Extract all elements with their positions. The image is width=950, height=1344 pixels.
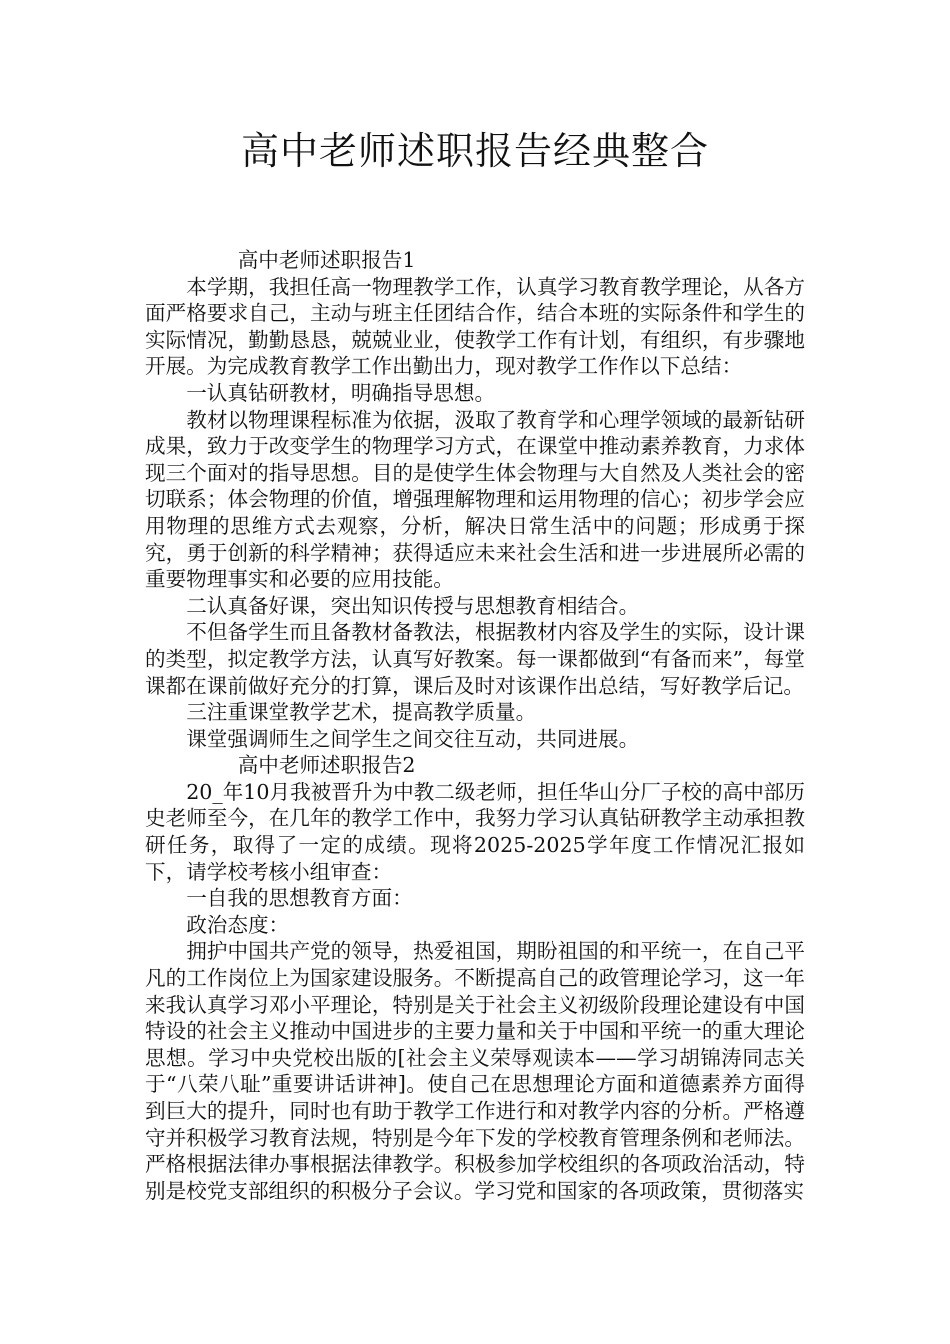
paragraph: 二认真备好课，突出知识传授与思想教育相结合。 xyxy=(186,593,640,618)
paragraph: 20_年10月我被晋升为中教二级老师，担任华山分厂子校的高中部历史老师至今，在几年的教学工作中，我努力学习认真钻研教学主动承担教研任务，取得了一定的成绩。现将2025-2025学年度工作情况汇报如下，请学校考核小组审查： xyxy=(145,779,805,884)
paragraph: 三注重课堂教学艺术，提高教学质量。 xyxy=(186,700,537,725)
paragraph: 一认真钻研教材，明确指导思想。 xyxy=(186,380,496,405)
paragraph: 课堂强调师生之间学生之间交往互动，共同进展。 xyxy=(186,726,640,751)
document-body xyxy=(145,247,805,1204)
paragraph: 不但备学生而且备教材备教法，根据教材内容及学生的实际，设计课的类型，拟定教学方法，认真写好教案。每一课都做到“有备而来”，每堂课都在课前做好充分的打算，课后及时对该课作出总结，写好教学后记。 xyxy=(145,620,805,698)
paragraph: 教材以物理课程标准为依据，汲取了教育学和心理学领域的最新钻研成果，致力于改变学生的物理学习方式，在课堂中推动素养教育，力求体现三个面对的指导思想。目的是使学生体会物理与大自然及人类社会的密切联系；体会物理的价值，增强理解物理和运用物理的信心；初步学会应用物理的思维方式去观察，分析，解决日常生活中的问题；形成勇于探究，勇于创新的科学精神；获得适应未来社会生活和进一步进展所必需的重要物理事实和必要的应用技能。 xyxy=(145,407,805,592)
paragraph: 拥护中国共产党的领导，热爱祖国，期盼祖国的和平统一，在自己平凡的工作岗位上为国家建设服务。不断提高自己的政管理论学习，这一年来我认真学习邓小平理论，特别是关于社会主义初级阶段理论建设有中国特设的社会主义推动中国进步的主要力量和关于中国和平统一的重大理论思想。学习中央党校出版的[社会主义荣辱观读本——学习胡锦涛同志关于“八荣八耻”重要讲话讲神]。使自己在思想理论方面和道德素养方面得到巨大的提升，同时也有助于教学工作进行和对教学内容的分析。严格遵守并积极学习教育法规，特别是今年下发的学校教育管理条例和老师法。严格根据法律办事根据法律教学。积极参加学校组织的各项政治活动，特别是校党支部组织的积极分子会议。学习党和国家的各项政策，贯彻落实 xyxy=(145,939,805,1203)
paragraph: 政治态度： xyxy=(186,912,290,937)
section-heading: 高中老师述职报告2 xyxy=(237,753,416,778)
paragraph: 本学期，我担任高一物理教学工作，认真学习教育教学理论，从各方面严格要求自己，主动与班主任团结合作，结合本班的实际条件和学生的实际情况，勤勤恳恳，兢兢业业，使教学工作有计划，有组织，有步骤地开展。为完成教育教学工作出勤出力，现对教学工作作以下总结： xyxy=(145,274,805,379)
document-title: 高中老师述职报告经典整合 xyxy=(240,129,709,173)
section-heading: 高中老师述职报告1 xyxy=(237,248,416,272)
paragraph: 一自我的思想教育方面： xyxy=(186,886,413,911)
